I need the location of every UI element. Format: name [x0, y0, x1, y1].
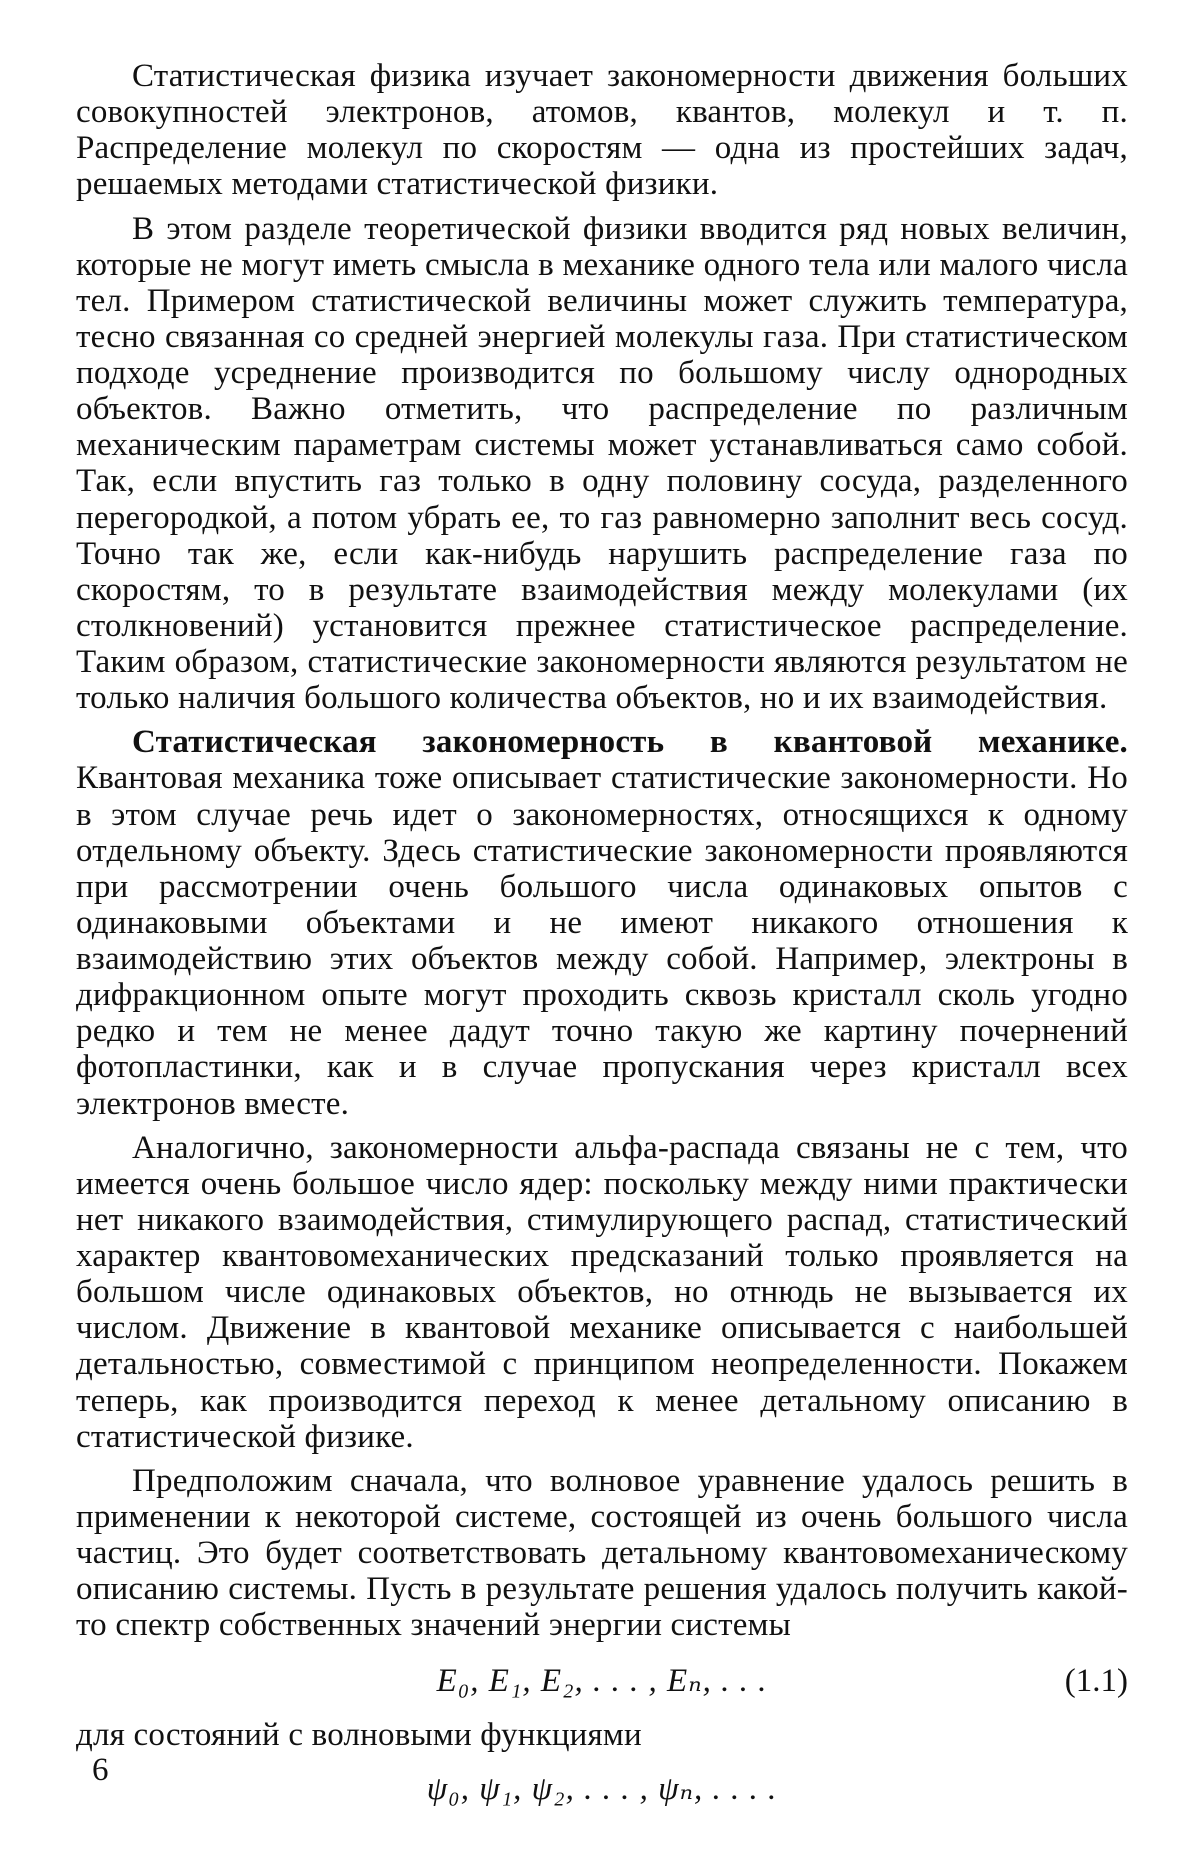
- wavefunction-list: ψ₀, ψ₁, ψ₂, . . . , ψₙ, . . . .: [426, 1771, 778, 1808]
- paragraph-text: В этом разделе теоретической физики вводится ряд новых величин, которые не могут иметь смысла в механике одного тела или малого числа тел. Примером статистической величины может служить температура, тесно связанная со средней энергией молекулы газа. При статистическом подходе усреднение производится по большому числу однородных объектов. Важно отметить, что распределение по различным механическим параметрам системы может устанавливаться само собой. Так, если впустить газ только в одну половину сосуда, разделенного перегородкой, а потом убрать ее, то газ равномерно заполнит весь сосуд. Точно так же, если как-нибудь нарушить распределение газа по скоростям, то в результате взаимодействия между молекулами (их столкновений) установится прежнее статистическое распределение. Таким образом, статистические закономерности являются результатом не только наличия большого количества объектов, но и их взаимодействия.: [76, 210, 1128, 717]
- paragraph-text: Аналогично, закономерности альфа-распада связаны не с тем, что имеется очень большое число ядер: поскольку между ними практически нет никакого взаимодействия, стимулирующего распад, статистический характер квантовомеханических предсказаний только проявляется на большом числе одинаковых объектов, но отнюдь не вызывается их числом. Движение в квантовой механике описывается с наибольшей детальностью, совместимой с принципом неопределенности. Покажем теперь, как производится переход к менее детальному описанию в статистической физике.: [76, 1129, 1128, 1455]
- paragraph-alpha-decay: [76, 1130, 1128, 1455]
- paragraph-intro: [76, 58, 1128, 203]
- paragraph-wave-equation: [76, 1463, 1128, 1644]
- page-number: 6: [92, 1752, 109, 1788]
- page-body: [76, 58, 1128, 1819]
- paragraph-quantum: [76, 724, 1128, 1121]
- equation-1-1: [76, 1653, 1128, 1709]
- equation-number: (1.1): [1064, 1663, 1128, 1700]
- paragraph-theory: [76, 211, 1128, 717]
- paragraph-text: Предположим сначала, что волновое уравнение удалось решить в применении к некоторой системе, состоящей из очень большого числа частиц. Это будет соответствовать детальному квантовомеханическому описанию системы. Пусть в результате решения удалось получить какой-то спектр собственных значений энергии системы: [76, 1462, 1128, 1644]
- paragraph-text: Квантовая механика тоже описывает статистические закономерности. Но в этом случае речь идет о закономерностях, относящихся к одному отдельному объекту. Здесь статистические закономерности проявляются при рассмотрении очень большого числа одинаковых опытов с одинаковыми объектами и не имеют никакого отношения к взаимодействию этих объектов между собой. Например, электроны в дифракционном опыте могут проходить сквозь кристалл сколь угодно редко и тем не менее дадут точно такую же картину почернений фотопластинки, как и в случае пропускания через кристалл всех электронов вместе.: [76, 760, 1128, 1122]
- paragraph-text: Статистическая физика изучает закономерности движения больших совокупностей электронов, атомов, квантов, молекул и т. п. Распределение молекул по скоростям — одна из простейших задач, решаемых методами статистической физики.: [76, 58, 1128, 203]
- equation-followup-text: для состояний с волновыми функциями: [76, 1717, 642, 1754]
- paragraph-lead-bold: Статистическая закономерность в квантовой механике.: [132, 724, 1128, 761]
- equation-body: E₀, E₁, E₂, . . . , Eₙ, . . .: [436, 1663, 768, 1700]
